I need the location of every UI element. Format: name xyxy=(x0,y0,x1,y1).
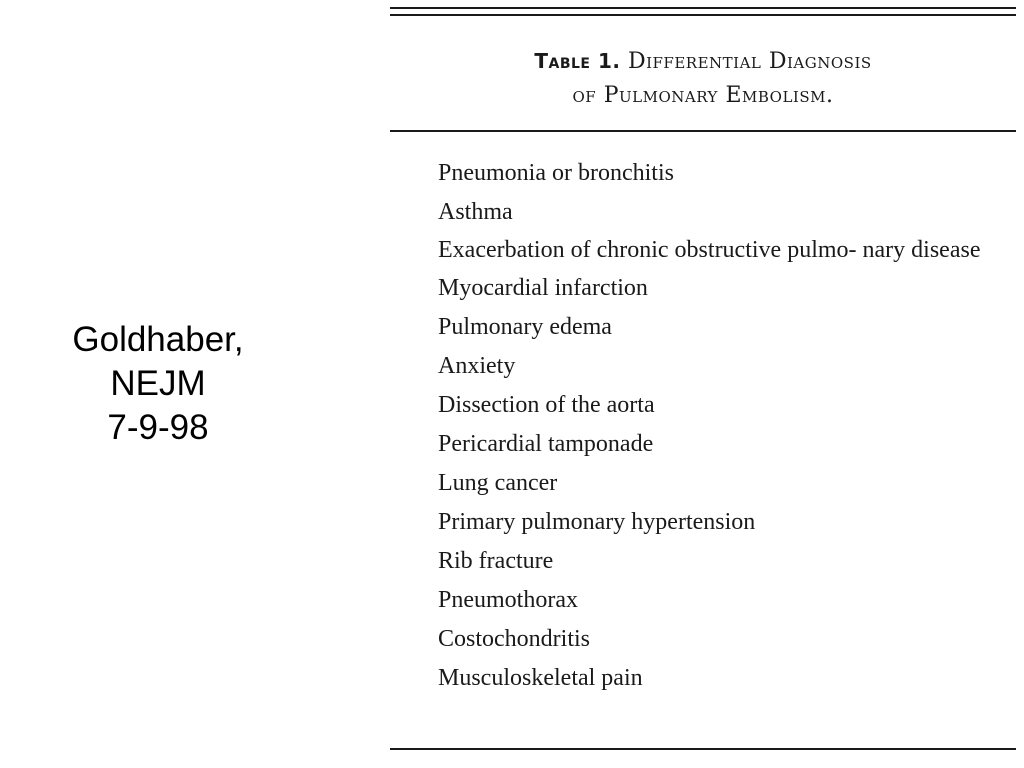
list-item: Rib fracture xyxy=(438,548,554,574)
header-rule xyxy=(390,130,1016,132)
list-item: Pericardial tamponade xyxy=(438,431,654,457)
table-panel xyxy=(390,0,1016,768)
table-title-text-1: Differential Diagnosis xyxy=(627,49,872,74)
list-item: Asthma xyxy=(438,199,513,225)
top-rule xyxy=(390,7,1016,9)
list-item: Exacerbation of chronic obstructive pulmo- nary disease xyxy=(438,237,981,263)
list-item: Pulmonary edema xyxy=(438,314,612,340)
diagnosis-list xyxy=(438,158,998,702)
top-rule-inner xyxy=(390,14,1016,16)
list-item: Costochondritis xyxy=(438,626,591,652)
list-item: Anxiety xyxy=(438,353,516,379)
citation-date: 7-9-98 xyxy=(107,408,209,447)
table-title-text-2: of Pulmonary Embolism. xyxy=(572,83,834,108)
table-title xyxy=(390,44,1016,113)
citation-author: Goldhaber, xyxy=(72,320,244,359)
table-title-line-1 xyxy=(390,44,1016,79)
table-label: Table 1. xyxy=(534,49,621,73)
list-item: Lung cancer xyxy=(438,470,558,496)
citation xyxy=(38,318,278,450)
citation-journal: NEJM xyxy=(110,364,206,403)
list-item: Primary pulmonary hypertension xyxy=(438,509,756,535)
list-item: Myocardial infarction xyxy=(438,275,648,301)
list-item: Pneumothorax xyxy=(438,587,578,613)
list-item: Dissection of the aorta xyxy=(438,392,655,418)
bottom-rule xyxy=(390,748,1016,750)
list-item: Pneumonia or bronchitis xyxy=(438,160,674,186)
list-item: Musculoskeletal pain xyxy=(438,665,643,691)
